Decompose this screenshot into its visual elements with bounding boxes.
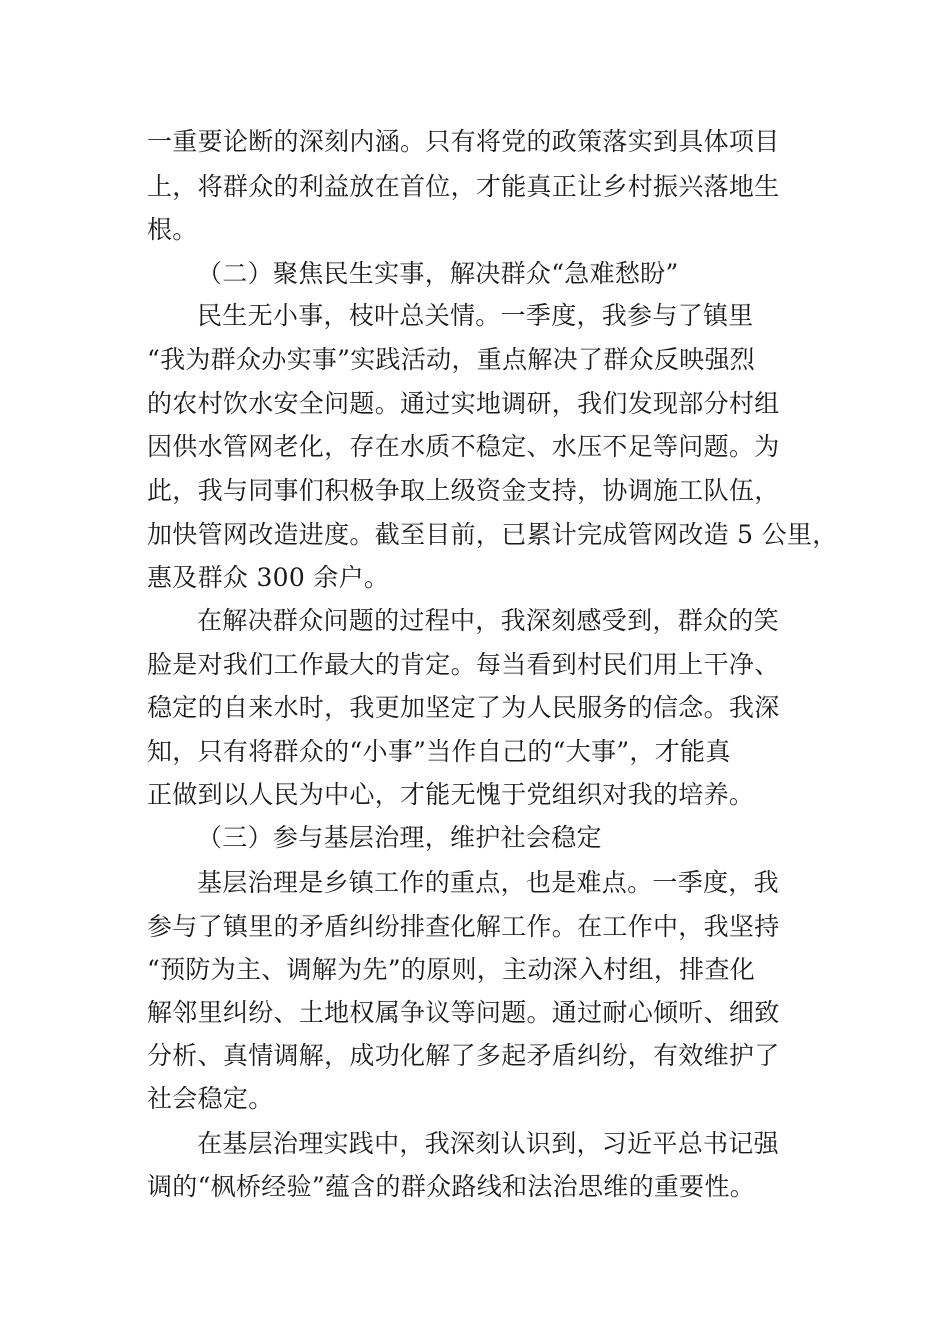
text-line: 调的“枫桥经验”蕴含的群众路线和法治思维的重要性。 xyxy=(147,1172,756,1201)
text-line: 一重要论断的深刻内涵。只有将党的政策落实到具体项目 xyxy=(147,127,780,156)
text-line: 因供水管网老化，存在水质不稳定、水压不足等问题。为 xyxy=(147,432,780,461)
text-line: 上，将群众的利益放在首位，才能真正让乡村振兴落地生 xyxy=(147,172,780,201)
text-line: 根。 xyxy=(147,215,198,244)
text-line: 参与了镇里的矛盾纠纷排查化解工作。在工作中，我坚持 xyxy=(147,912,780,941)
text-line: 基层治理是乡镇工作的重点，也是难点。一季度，我 xyxy=(197,868,779,897)
text-line: 稳定的自来水时，我更加坚定了为人民服务的信念。我深 xyxy=(147,693,780,722)
text-line: 正做到以人民为中心，才能无愧于党组织对我的培养。 xyxy=(147,780,755,809)
text-line: 分析、真情调解，成功化解了多起矛盾纠纷，有效维护了 xyxy=(147,1041,780,1070)
text-line: 加快管网改造进度。截至目前，已累计完成管网改造 5 公里， xyxy=(147,520,838,549)
text-line: 的农村饮水安全问题。通过实地调研，我们发现部分村组 xyxy=(147,389,780,418)
text-line: 社会稳定。 xyxy=(147,1084,274,1113)
text-line: 脸是对我们工作最大的肯定。每当看到村民们用上干净、 xyxy=(147,650,780,679)
text-line: “我为群众办实事”实践活动，重点解决了群众反映强烈 xyxy=(147,345,756,374)
text-line: 在基层治理实践中，我深刻认识到，习近平总书记强 xyxy=(197,1129,779,1158)
text-line: “预防为主、调解为先”的原则，主动深入村组，排查化 xyxy=(147,955,756,984)
text-line: 解邻里纠纷、土地权属争议等问题。通过耐心倾听、细致 xyxy=(147,998,780,1027)
text-line: 此，我与同事们积极争取上级资金支持，协调施工队伍， xyxy=(147,476,780,505)
text-line: 惠及群众 300 余户。 xyxy=(147,563,390,592)
section-heading-3: （三）参与基层治理，维护社会稳定 xyxy=(197,823,602,852)
text-line: 在解决群众问题的过程中，我深刻感受到，群众的笑 xyxy=(197,606,779,635)
text-line: 知，只有将群众的“小事”当作自己的“大事”，才能真 xyxy=(147,737,731,766)
section-heading-2: （二）聚焦民生实事，解决群众“急难愁盼” xyxy=(197,259,679,288)
text-line: 民生无小事，枝叶总关情。一季度，我参与了镇里 xyxy=(197,301,754,330)
